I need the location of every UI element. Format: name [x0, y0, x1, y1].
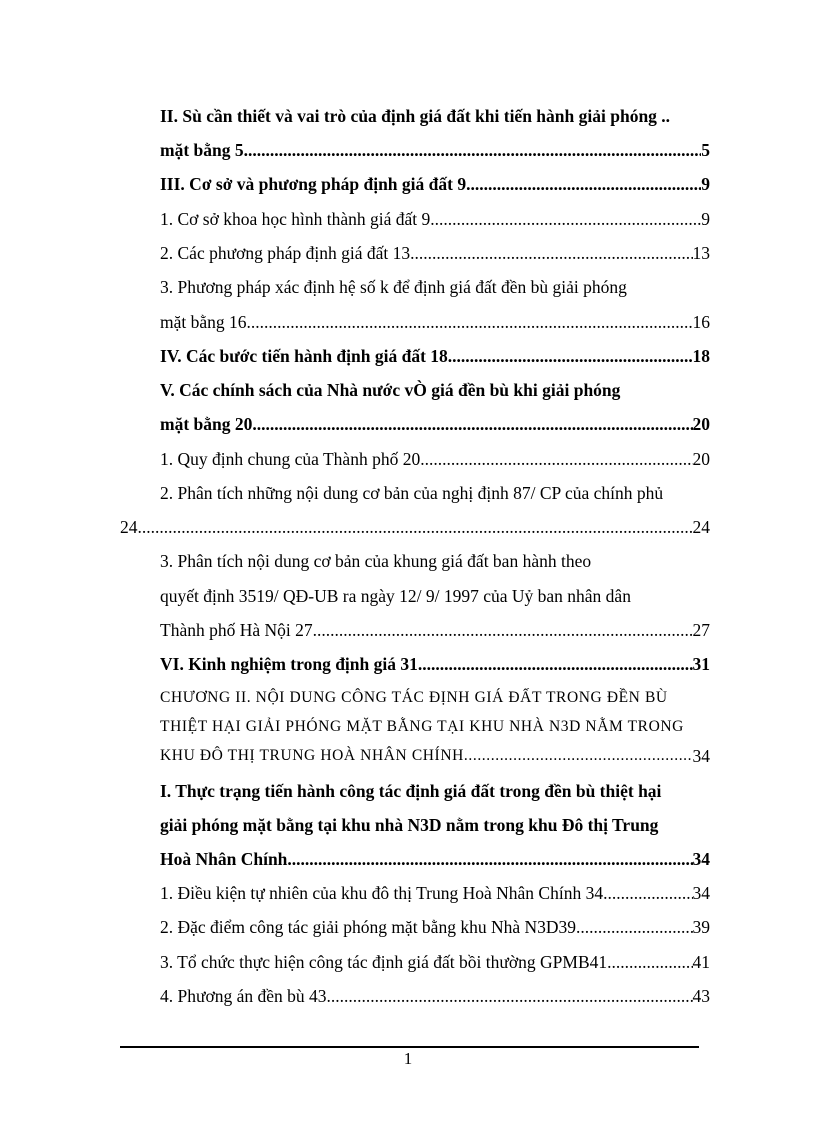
toc-chapter-title	[160, 745, 710, 767]
toc-page-number: 43	[692, 986, 710, 1006]
toc-entry-text: 2. Đặc điểm công tác giải phóng mặt bằng khu Nhà N3D39	[160, 917, 577, 937]
toc-page-number: 27	[692, 620, 710, 640]
toc-page-number: 9	[701, 174, 710, 194]
toc-entry-heading	[160, 653, 710, 675]
toc-entry-heading	[160, 345, 710, 367]
toc-entry	[160, 448, 710, 470]
toc-entry-text: mặt bằng 5	[160, 140, 244, 160]
toc-leader-dots	[327, 985, 693, 1007]
toc-leader-dots	[464, 745, 693, 767]
toc-entry-heading	[160, 780, 710, 802]
toc-entry-text: VI. Kinh nghiệm trong định giá 31	[160, 654, 418, 674]
toc-entry-text: IV. Các bước tiến hành định giá đất 18	[160, 346, 448, 366]
toc-page-number: 20	[692, 449, 710, 469]
toc-entry	[160, 951, 710, 973]
toc-entry-text: V. Các chính sách của Nhà nước vÒ giá đền bù khi giải phóng	[160, 380, 621, 400]
toc-entry-text: 2. Phân tích những nội dung cơ bản của nghị định 87/ CP của chính phủ	[160, 483, 664, 503]
toc-entry-heading	[160, 105, 710, 127]
toc-entry-heading	[160, 814, 710, 836]
toc-leader-dots	[420, 448, 692, 470]
toc-page-number: 39	[692, 917, 710, 937]
toc-entry-text: I. Thực trạng tiến hành công tác định giá đất trong đền bù thiệt hại	[160, 781, 662, 801]
toc-page-number: 9	[701, 209, 710, 229]
toc-entry-text: II. Sù cần thiết và vai trò của định giá đất khi tiến hành giải phóng ..	[160, 106, 671, 126]
toc-page-number: 31	[692, 654, 710, 674]
toc-page-number: 13	[692, 243, 710, 263]
toc-entry-text: 1. Quy định chung của Thành phố 20	[160, 449, 421, 469]
toc-entry	[160, 585, 710, 607]
toc-leader-dots	[430, 208, 701, 230]
toc-leader-dots	[244, 139, 702, 161]
toc-entry-heading	[160, 173, 710, 195]
toc-chapter-title	[160, 687, 710, 709]
toc-entry-text: Hoà Nhân Chính	[160, 849, 288, 869]
toc-entry	[160, 276, 710, 298]
toc-entry-heading	[160, 139, 710, 161]
toc-leader-dots	[576, 916, 692, 938]
toc-entry	[160, 208, 710, 230]
toc-entry-text: Thành phố Hà Nội 27	[160, 620, 313, 640]
toc-leader-dots	[607, 951, 692, 973]
toc-entry-text: III. Cơ sở và phương pháp định giá đất 9	[160, 174, 467, 194]
toc-leader-dots	[466, 173, 701, 195]
toc-leader-dots	[603, 882, 692, 904]
toc-page-number: 34	[692, 849, 710, 869]
toc-entry	[160, 916, 710, 938]
toc-entry	[160, 985, 710, 1007]
toc-page-number: 24	[692, 517, 710, 537]
page-number: 1	[403, 1049, 413, 1068]
toc-leader-dots	[410, 242, 692, 264]
toc-entry-heading	[160, 413, 710, 435]
toc-entry-text: 1. Cơ sở khoa học hình thành giá đất 9	[160, 209, 431, 229]
toc-leader-dots	[252, 413, 692, 435]
toc-leader-dots	[418, 653, 693, 675]
toc-entry-text: 2. Các phương pháp định giá đất 13	[160, 243, 411, 263]
toc-entry-text: mặt bằng 16	[160, 312, 247, 332]
toc-entry-text: 1. Điều kiện tự nhiên của khu đô thị Trung Hoà Nhân Chính 34	[160, 883, 604, 903]
toc-page-number: 34	[692, 883, 710, 903]
toc-chapter-title	[160, 716, 710, 738]
toc-entry-text: 3. Phân tích nội dung cơ bản của khung giá đất ban hành theo	[160, 551, 592, 571]
toc-entry	[160, 242, 710, 264]
toc-entry-text: giải phóng mặt bằng tại khu nhà N3D nằm trong khu Đô thị Trung	[160, 815, 659, 835]
toc-entry	[160, 619, 710, 641]
toc-entry-text: 24	[120, 517, 138, 537]
toc-entry-text: quyết định 3519/ QĐ-UB ra ngày 12/ 9/ 1997 của Uỷ ban nhân dân	[160, 586, 631, 606]
toc-page-number: 18	[692, 346, 710, 366]
toc-entry-text: KHU ĐÔ THỊ TRUNG HOÀ NHÂN CHÍNH	[160, 747, 464, 764]
toc-leader-dots	[313, 619, 693, 641]
toc-entry	[160, 882, 710, 904]
toc-leader-dots	[247, 311, 693, 333]
toc-entry-heading	[160, 848, 710, 870]
toc-page-number: 5	[701, 140, 710, 160]
toc-page-number: 41	[692, 952, 710, 972]
toc-entry-text: 4. Phương án đền bù 43	[160, 986, 327, 1006]
toc-entry	[120, 516, 710, 538]
toc-page-number: 16	[692, 312, 710, 332]
toc-page-number: 20	[692, 414, 710, 434]
toc-entry-text: CHƯƠNG II. NỘI DUNG CÔNG TÁC ĐỊNH GIÁ ĐẤT TRONG ĐỀN BÙ	[160, 689, 668, 706]
toc-entry	[160, 311, 710, 333]
toc-entry-text: THIỆT HẠI GIẢI PHÓNG MẶT BẰNG TẠI KHU NHÀ N3D NẰM TRONG	[160, 718, 684, 735]
toc-leader-dots	[138, 516, 693, 538]
toc-entry	[160, 482, 710, 504]
toc-page-number: 34	[692, 746, 710, 766]
toc-entry-text: 3. Tổ chức thực hiện công tác định giá đất bồi thường GPMB41	[160, 952, 608, 972]
toc-entry-heading	[160, 379, 710, 401]
toc-entry-text: 3. Phương pháp xác định hệ số k để định giá đất đền bù giải phóng	[160, 277, 627, 297]
toc-leader-dots	[287, 848, 692, 870]
toc-leader-dots	[448, 345, 693, 367]
toc-entry	[160, 550, 710, 572]
toc-entry-text: mặt bằng 20	[160, 414, 253, 434]
